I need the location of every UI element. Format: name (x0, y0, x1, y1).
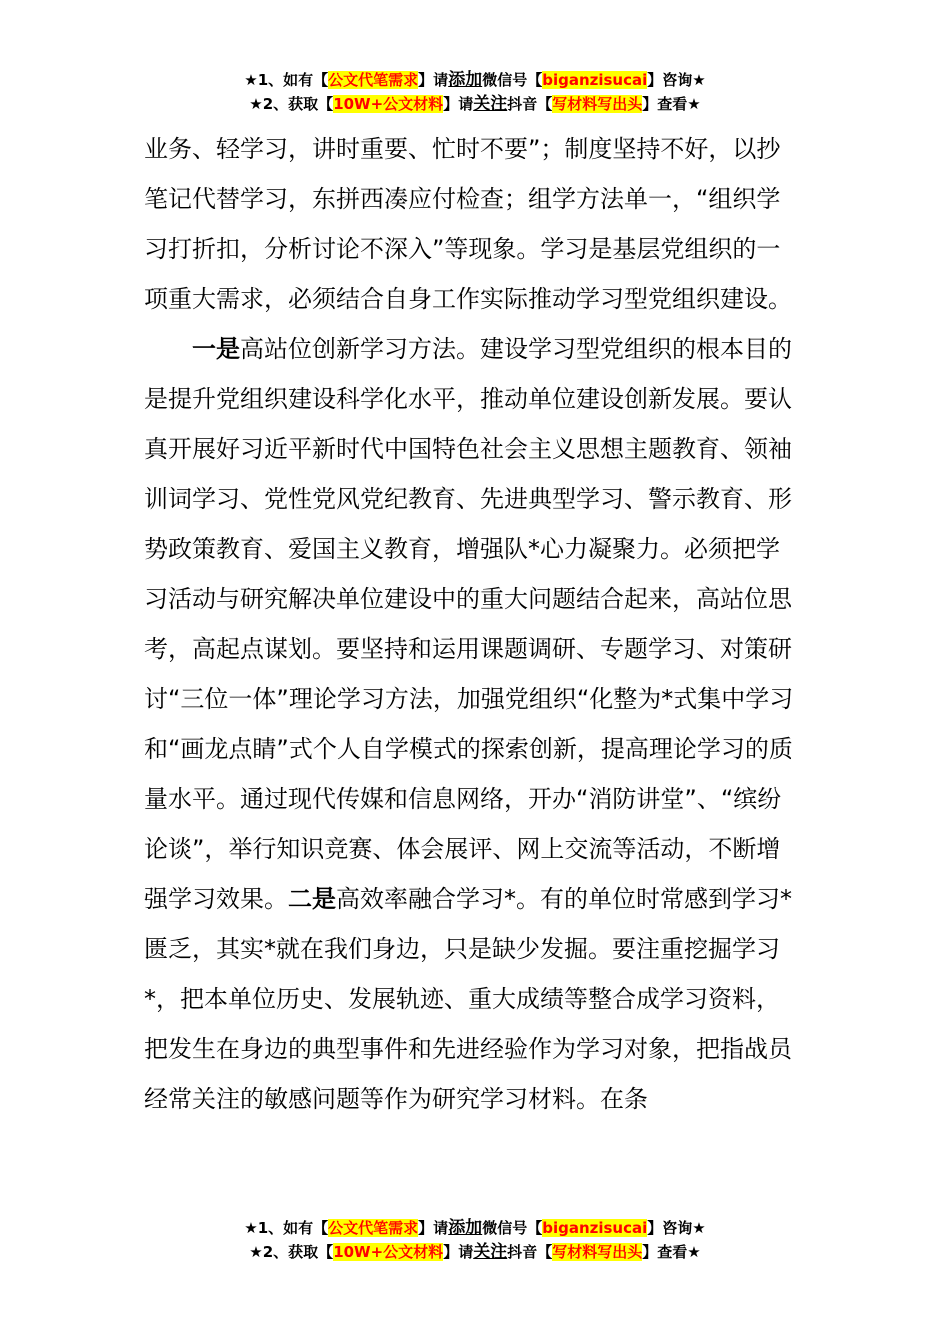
highlight-douyin-account: 写材料写出头 (552, 1243, 643, 1261)
highlight-service: 公文代笔需求 (328, 1219, 419, 1237)
highlight-materials: 10W+公文材料 (333, 1243, 444, 1261)
paragraph-2: 一是高站位创新学习方法。建设学习型党组织的根本目的是提升党组织建设科学化水平，推动单位建设创新发展。要认真开展好习近平新时代中国特色社会主义思想主题教育、领袖训词学习、党性党风党纪教育、先进典型学习、警示教育、形势政策教育、爱国主义教育，增强队*心力凝聚力。必须把学习活动与研究解决单位建设中的重大问题结合起来，高站位思考，高起点谋划。要坚持和运用课题调研、专题学习、对策研讨“三位一体”理论学习方法，加强党组织“化整为*式集中学习和“画龙点睛”式个人自学模式的探索创新，提高理论学习的质量水平。通过现代传媒和信息网络，开办“消防讲堂”、“缤纷论谈”，举行知识竞赛、体会展评、网上交流等活动，不断增强学习效果。二是高效率融合学习*。有的单位时常感到学习*匮乏，其实*就在我们身边，只是缺少发掘。要注重挖掘学习*，把本单位历史、发展轨迹、重大成绩等整合成学习资料，把发生在身边的典型事件和先进经验作为学习对象，把指战员经常关注的敏感问题等作为研究学习材料。在条 (144, 335, 794, 1113)
document-body (144, 124, 799, 1124)
footer-banner-line-2: ★2、获取【10W+公文材料】请关注抖音【写材料写出头】查看★ (249, 1242, 701, 1262)
footer-banner (0, 1216, 950, 1264)
highlight-wechat-id: biganzisucai (542, 1219, 648, 1237)
footer-banner-line-1: ★1、如有【公文代笔需求】请添加微信号【biganzisucai】咨询★ (244, 1218, 706, 1238)
header-banner (0, 68, 950, 116)
highlight-materials: 10W+公文材料 (333, 95, 444, 113)
highlight-wechat-id: biganzisucai (542, 71, 648, 89)
point-one-lead: 一是 (192, 335, 240, 363)
header-banner-line-2: ★2、获取【10W+公文材料】请关注抖音【写材料写出头】查看★ (249, 94, 701, 114)
header-banner-line-1: ★1、如有【公文代笔需求】请添加微信号【biganzisucai】咨询★ (244, 70, 706, 90)
paragraph-1: 业务、轻学习，讲时重要、忙时不要”；制度坚持不好，以抄笔记代替学习，东拼西凑应付检查；组学方法单一，“组织学习打折扣，分析讨论不深入”等现象。学习是基层党组织的一项重大需求，必须结合自身工作实际推动学习型党组织建设。 (144, 135, 792, 313)
highlight-douyin-account: 写材料写出头 (552, 95, 643, 113)
highlight-service: 公文代笔需求 (328, 71, 419, 89)
point-two-lead: 二是 (288, 885, 336, 913)
